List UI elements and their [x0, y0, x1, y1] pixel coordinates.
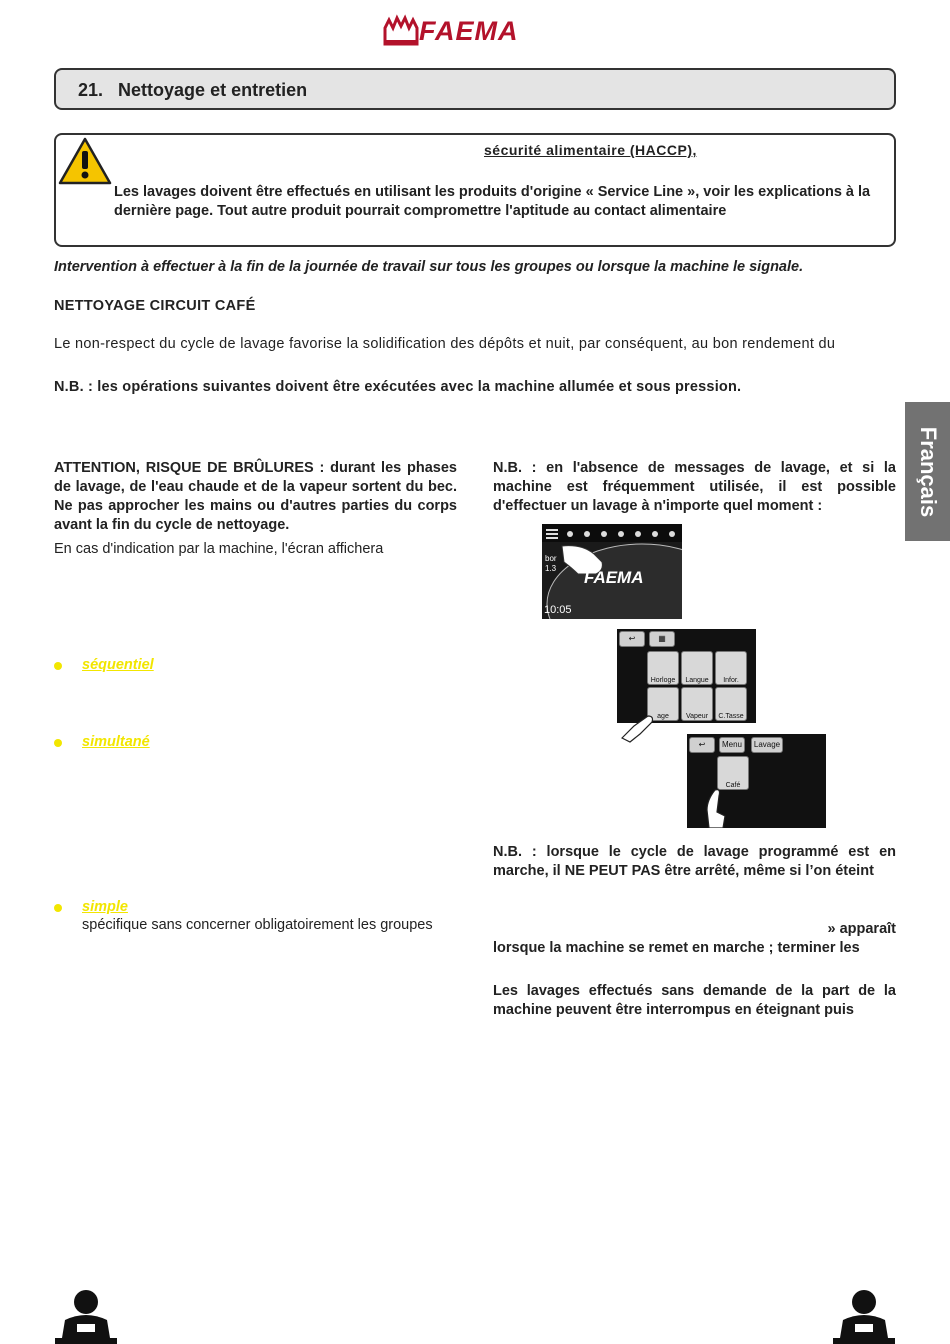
warning-haccp: sécurité alimentaire (HACCP),: [484, 142, 697, 158]
screenshot-home: [542, 524, 682, 619]
nb-note: N.B. : les opérations suivantes doivent être exécutées avec la machine allumée et sous pression.: [54, 379, 742, 395]
tile-label: Horloge: [650, 677, 676, 684]
tile-cafe[interactable]: [717, 756, 749, 790]
back-icon[interactable]: ↩: [619, 631, 645, 647]
bullet-dot: [54, 739, 62, 747]
section-header: [54, 68, 896, 110]
simple-description: spécifique sans concerner obligatoirement les groupes: [82, 917, 433, 933]
tile-label: C.Tasse: [718, 713, 744, 720]
heading-cafe: NETTOYAGE CIRCUIT CAFÉ: [54, 298, 256, 314]
screenshot-lavage: [687, 734, 826, 828]
bullet-dot: [54, 904, 62, 912]
language-tab-label: Français: [915, 426, 941, 517]
lavages-interrupt-text: Les lavages effectués sans demande de la part de la machine peuvent être interrompus en éteignant puis: [493, 983, 896, 1018]
home-brand: FAEMA: [584, 568, 644, 587]
section-title: [78, 80, 307, 101]
section-title-text: Nettoyage et entretien: [118, 80, 308, 100]
indication-text: En cas d'indication par la machine, l'écran affichera: [54, 541, 384, 557]
home-time: 10:05: [544, 604, 572, 616]
attention-warning: ATTENTION, RISQUE DE BRÛLURES : durant les phases de lavage, de l'eau chaude et de la vapeur sortent du bec. Ne pas approcher les mains ou d'autres parties du corps avant la fin du cycle de nettoyage.: [54, 460, 457, 533]
tile-language[interactable]: [681, 651, 713, 685]
back-icon[interactable]: ↩: [689, 737, 715, 753]
tile-label: Langue: [685, 677, 709, 684]
bullet-dot: [54, 662, 62, 670]
warning-text: Les lavages doivent être effectués en utilisant les produits d'origine « Service Line », voir les explications à la dernière page. Tout autre produit pourrait compromettre l'aptitude au contact alimentaire: [114, 184, 871, 219]
tile-steam[interactable]: [681, 687, 713, 721]
home-side-text: bor: [545, 554, 557, 563]
screenshot-menu: [617, 629, 756, 723]
menu-button[interactable]: Menu: [719, 737, 745, 753]
pointing-hand-icon: [701, 786, 731, 828]
remet-text: lorsque la machine se remet en marche ; terminer les: [493, 940, 860, 956]
nb-anytime-wash: N.B. : en l'absence de messages de lavage, et si la machine est fréquemment utilisée, il est possible d'effectuer un lavage à n'importe quel moment :: [493, 460, 896, 514]
barista-icon: [833, 1286, 895, 1344]
faema-logo: [383, 14, 567, 50]
tile-clock[interactable]: [647, 651, 679, 685]
left-column: [54, 459, 457, 564]
bullet-label: séquentiel: [82, 657, 154, 673]
section-number: 21.: [78, 80, 104, 100]
pointing-hand-icon: [620, 712, 660, 744]
intro-text: Intervention à effectuer à la fin de la journée de travail sur tous les groupes ou lorsque la machine le signale.: [54, 259, 804, 275]
nb-programmed-cycle: N.B. : lorsque le cycle de lavage programmé est en marche, il NE PEUT PAS être arrêté, même si l’on éteint: [493, 844, 896, 879]
warning-triangle-icon: [58, 137, 112, 185]
language-tab[interactable]: [905, 402, 950, 541]
apparait-text: » apparaît: [827, 921, 896, 937]
faema-crown-icon: [383, 14, 419, 48]
tile-label: age: [657, 713, 669, 720]
home-side-num: 1.3: [545, 564, 557, 573]
lavage-button[interactable]: Lavage: [751, 737, 783, 753]
bullet-label: simple: [82, 899, 128, 915]
tile-label: Vapeur: [685, 713, 709, 720]
tile-cup[interactable]: [715, 687, 747, 721]
tile-info[interactable]: [715, 651, 747, 685]
settings-icon[interactable]: ▦: [649, 631, 675, 647]
warning-box: [54, 133, 896, 247]
brand-name: FAEMA: [419, 16, 519, 46]
paragraph-cycle: Le non-respect du cycle de lavage favorise la solidification des dépôts et nuit, par conséquent, au bon rendement du: [54, 336, 836, 352]
tile-label: Infor.: [723, 677, 739, 684]
tile-label: Café: [725, 782, 741, 789]
barista-icon: [55, 1286, 117, 1344]
bullet-label: simultané: [82, 734, 150, 750]
